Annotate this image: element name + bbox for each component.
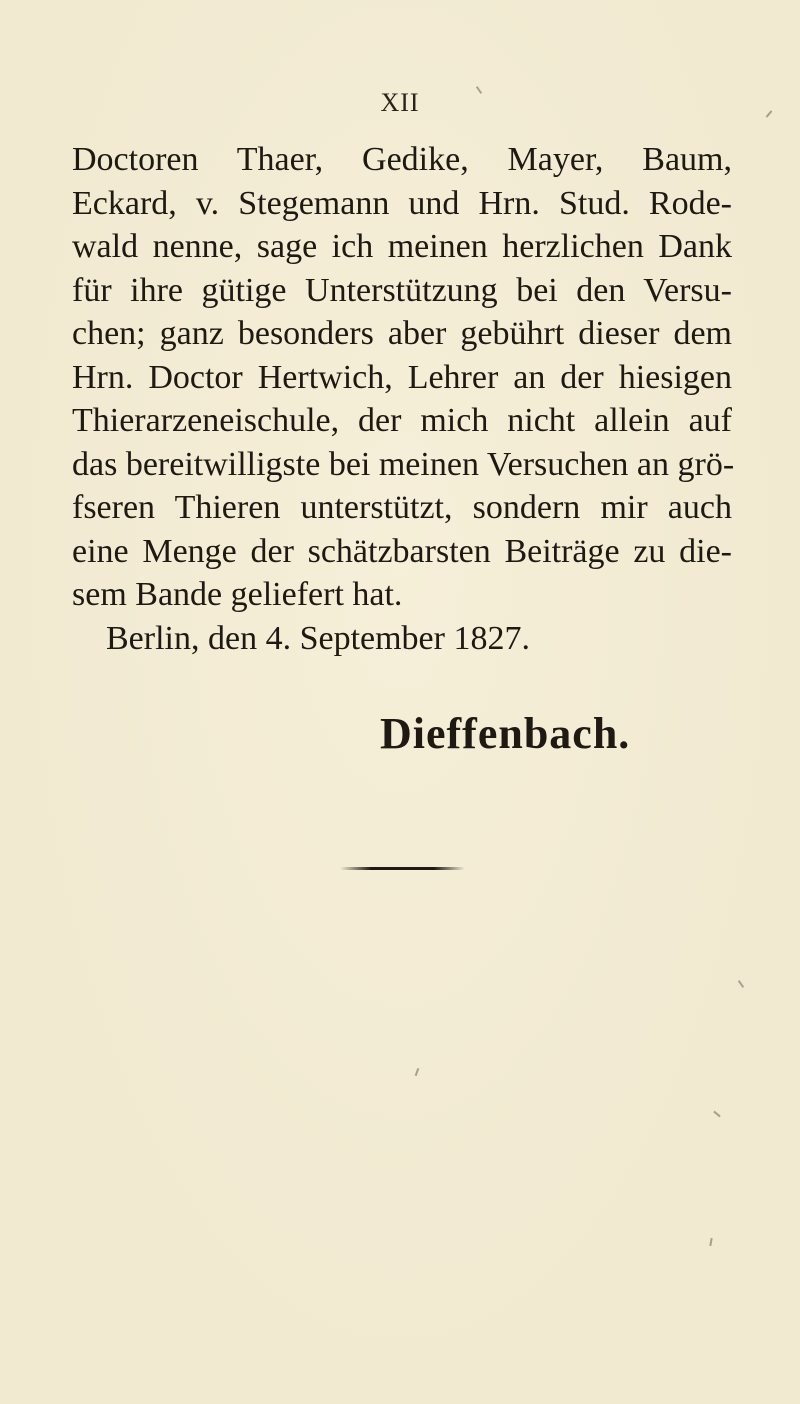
text-line: für ihre gütige Unterstützung bei den Versu- (72, 271, 732, 309)
text-line: sem Bande geliefert hat. (72, 576, 403, 613)
text-line: chen; ganz besonders aber gebührt dieser dem (72, 315, 732, 352)
paper-speck (713, 1111, 720, 1118)
text-line: Eckard, v. Stegemann und Hrn. Stud. Rode- (72, 184, 732, 222)
text-line: eine Menge der schätzbarsten Beiträge zu die- (72, 532, 732, 570)
body-text (72, 138, 735, 660)
paper-speck (709, 1238, 712, 1246)
text-line: Thierarzeneischule, der mich nicht allein auf (72, 402, 732, 439)
closing-rule (340, 867, 465, 870)
text-line: fseren Thieren unterstützt, sondern mir auch (72, 489, 732, 526)
paper-speck (415, 1068, 420, 1076)
text-line: wald nenne, sage ich meinen herzlichen Dank (72, 228, 732, 265)
text-line: das bereitwilligste bei meinen Versuchen an grö- (72, 445, 735, 483)
text-line: Doctoren Thaer, Gedike, Mayer, Baum, (72, 141, 732, 178)
page-number: XII (380, 88, 420, 117)
paper-speck (738, 980, 744, 988)
signature: Dieffenbach. (380, 709, 631, 758)
text-line: Hrn. Doctor Hertwich, Lehrer an der hiesigen (72, 358, 732, 396)
dateline: Berlin, den 4. September 1827. (106, 619, 530, 657)
